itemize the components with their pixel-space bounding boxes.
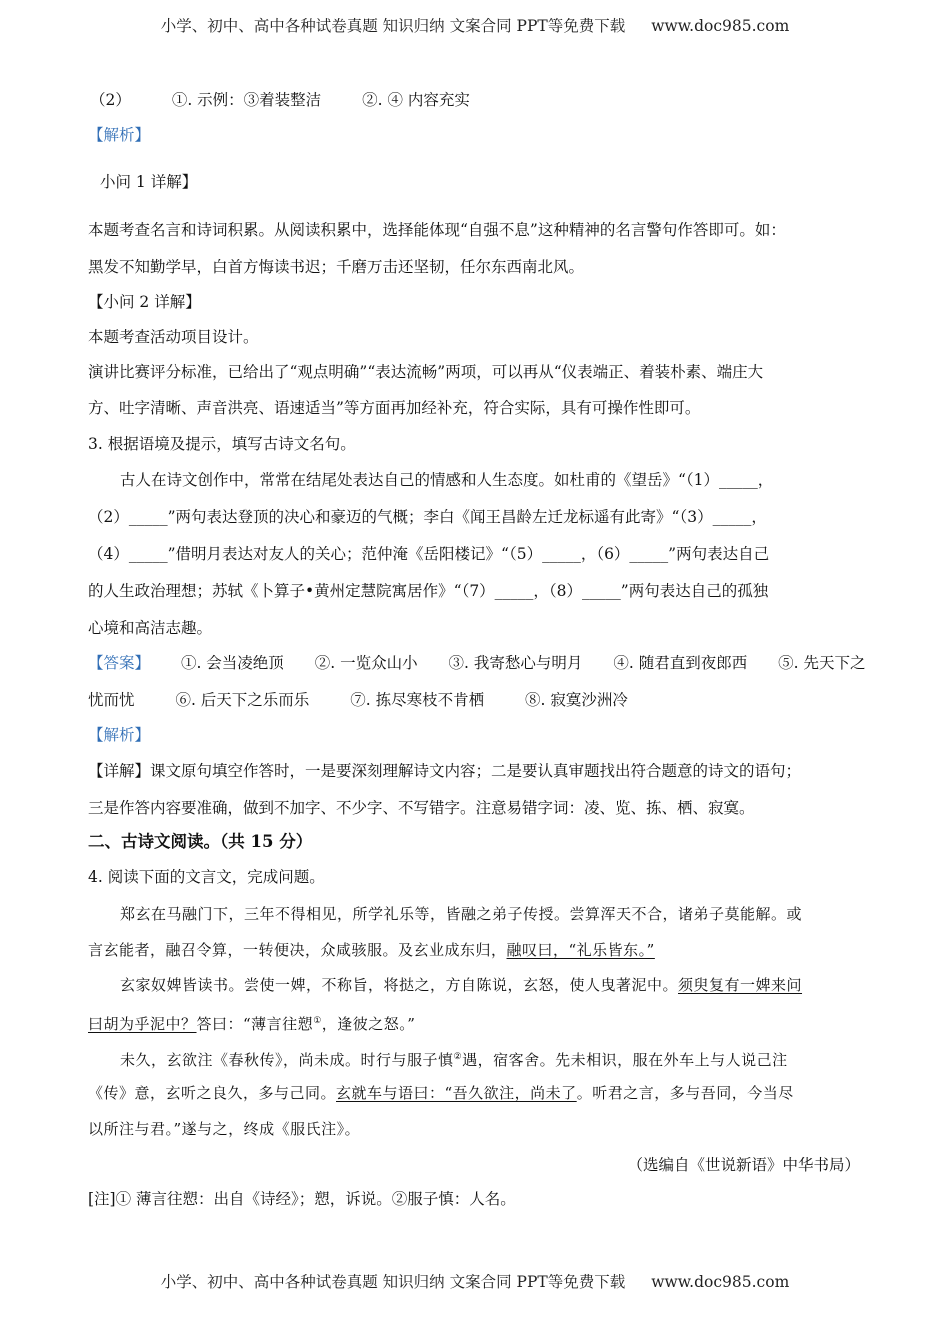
- underlined-sentence-3: 玄就车与语曰：“吾久欲注，尚未了: [336, 1084, 577, 1102]
- q3-title: 3. 根据语境及提示，填写古诗文名句。: [88, 435, 356, 453]
- passage-p1-line-2: [88, 940, 868, 960]
- q3-answer-6: ⑥. 后天下之乐而乐: [175, 691, 310, 709]
- q3-line-4: 的人生政治理想；苏轼《卜算子•黄州定慧院寓居作》“（7）_____，（8）_____”两句表达自己的孤独: [88, 582, 769, 600]
- passage-note: [注]① 薄言往愬：出自《诗经》；愬，诉说。②服子慎：人名。: [88, 1190, 516, 1208]
- q3-answer-4: ④. 随君直到夜郎西: [613, 654, 748, 672]
- passage-text: 《传》意，玄听之良久，多与己同。: [88, 1084, 337, 1102]
- passage-text: 言玄能者，融召令算，一转便决，众咸骇服。及玄业成东归，: [88, 941, 507, 959]
- q4-title: 4. 阅读下面的文言文，完成问题。: [88, 868, 325, 886]
- passage-text: 。听君之言，多与吾同，今当尽: [576, 1084, 794, 1102]
- passage-text: 玄家奴婢皆读书。尝使一婢，不称旨，将挞之，方自陈说，玄怒，使人曳著泥中。: [120, 976, 679, 994]
- footnote-marker-1: ①: [313, 1016, 322, 1026]
- q3-answer-2: ②. 一览众山小: [314, 654, 418, 672]
- q2-answer-2: ②. ④ 内容充实: [362, 91, 470, 109]
- sub2-para-3: 方、吐字清晰、声音洪亮、语速适当”等方面再加经补充，符合实际，具有可操作性即可。: [88, 399, 701, 417]
- underlined-sentence-2a: 须臾复有一婢来问: [678, 976, 803, 994]
- footnote-marker-2: ②: [453, 1052, 463, 1062]
- q3-answer-5a: ⑤. 先天下之: [778, 654, 866, 672]
- q3-line-3: （4）_____”借明月表达对友人的关心；范仲淹《岳阳楼记》“（5）_____，（6）_____”两句表达自己: [88, 545, 770, 563]
- q3-answer-5b: 忧而忧: [88, 691, 135, 709]
- passage-p1-line-1: 郑玄在马融门下，三年不得相见，所学礼乐等，皆融之弟子传授。尝算浑天不合，诸弟子莫能解。或: [120, 905, 803, 923]
- q3-detail-line-2: 三是作答内容要准确，做到不加字、不少字、不写错字。注意易错字词：凌、览、拣、栖、寂寞。: [88, 799, 755, 817]
- q3-answers-row-1: [88, 653, 868, 673]
- q3-answer-8: ⑧. 寂寞沙洲冷: [525, 691, 628, 709]
- header-text: 小学、初中、高中各种试卷真题 知识归纳 文案合同 PPT等免费下载: [160, 17, 626, 35]
- sub2-title: 【小问 2 详解】: [88, 293, 201, 311]
- page-footer: [0, 1270, 950, 1292]
- q3-line-5: 心境和高洁志趣。: [88, 619, 213, 637]
- sub1-para-2: 黑发不知勤学早，白首方悔读书迟；千磨万击还坚韧，任尔东西南北风。: [88, 258, 585, 276]
- q2-answer-1: ①. 示例：③着装整洁: [171, 91, 322, 109]
- footer-url[interactable]: www.doc985.com: [651, 1273, 790, 1291]
- passage-text: ，逢彼之怒。”: [321, 1015, 416, 1033]
- passage-p2-line-2: [88, 1011, 868, 1034]
- passage-p3-line-2: [88, 1083, 868, 1103]
- q3-answer-1: ①. 会当凌绝顶: [180, 654, 284, 672]
- q2-answer-line: [88, 90, 868, 110]
- section-2-title: 二、古诗文阅读。（共 15 分）: [88, 832, 313, 851]
- passage-p3-line-3: 以所注与君。”遂与之，终成《服氏注》。: [88, 1120, 361, 1138]
- passage-p2-line-1: [88, 975, 900, 995]
- q3-line-2: （2）_____”两句表达登顶的决心和豪迈的气概；李白《闻王昌龄左迁龙标遥有此寄》“（3）_____，: [88, 508, 767, 526]
- q3-detail-line-1: [88, 761, 868, 781]
- sub1-para-1: 本题考查名言和诗词积累。从阅读积累中，选择能体现“自强不息”这种精神的名言警句作答即可。如：: [88, 221, 786, 239]
- q3-answers-row-2: [88, 690, 868, 710]
- page-header: [0, 14, 950, 36]
- underlined-sentence-1: 融叹曰，“礼乐皆东。”: [506, 941, 655, 959]
- passage-text: 答曰：“薄言往愬: [196, 1015, 314, 1033]
- passage-source: （选编自《世说新语》中华书局）: [627, 1156, 860, 1174]
- passage-p3-line-1: [88, 1047, 900, 1070]
- footer-text: 小学、初中、高中各种试卷真题 知识归纳 文案合同 PPT等免费下载: [160, 1273, 626, 1291]
- jiexi-label-1: 【解析】: [88, 126, 151, 144]
- sub2-para-1: 本题考查活动项目设计。: [88, 328, 259, 346]
- q3-line-1: 古人在诗文创作中，常常在结尾处表达自己的情感和人生态度。如杜甫的《望岳》“（1）_____，: [120, 471, 774, 489]
- passage-text: 未久，玄欲注《春秋传》，尚未成。时行与服子慎: [120, 1051, 454, 1069]
- q3-answer-7: ⑦. 拣尽寒枝不肯栖: [350, 691, 485, 709]
- underlined-sentence-2b: 曰胡为乎泥中？: [88, 1015, 197, 1033]
- header-url[interactable]: www.doc985.com: [651, 17, 790, 35]
- sub2-para-2: 演讲比赛评分标准，已给出了“观点明确”“表达流畅”两项，可以再从“仪表端正、着装朴素、端庄大: [88, 363, 764, 381]
- sub1-title: 小问 1 详解】: [100, 173, 198, 191]
- detail-label: 【详解】: [88, 762, 151, 780]
- jiexi-label-2: 【解析】: [88, 726, 151, 744]
- q3-detail-text-1: 课文原句填空作答时，一是要深刻理解诗文内容；二是要认真审题找出符合题意的诗文的语句；: [150, 762, 802, 780]
- passage-text: 遇，宿客舍。先未相识，服在外车上与人说己注: [462, 1051, 788, 1069]
- q2-number: （2）: [90, 91, 131, 109]
- answer-label: 【答案】: [88, 654, 151, 672]
- q3-answer-3: ③. 我寄愁心与明月: [448, 654, 583, 672]
